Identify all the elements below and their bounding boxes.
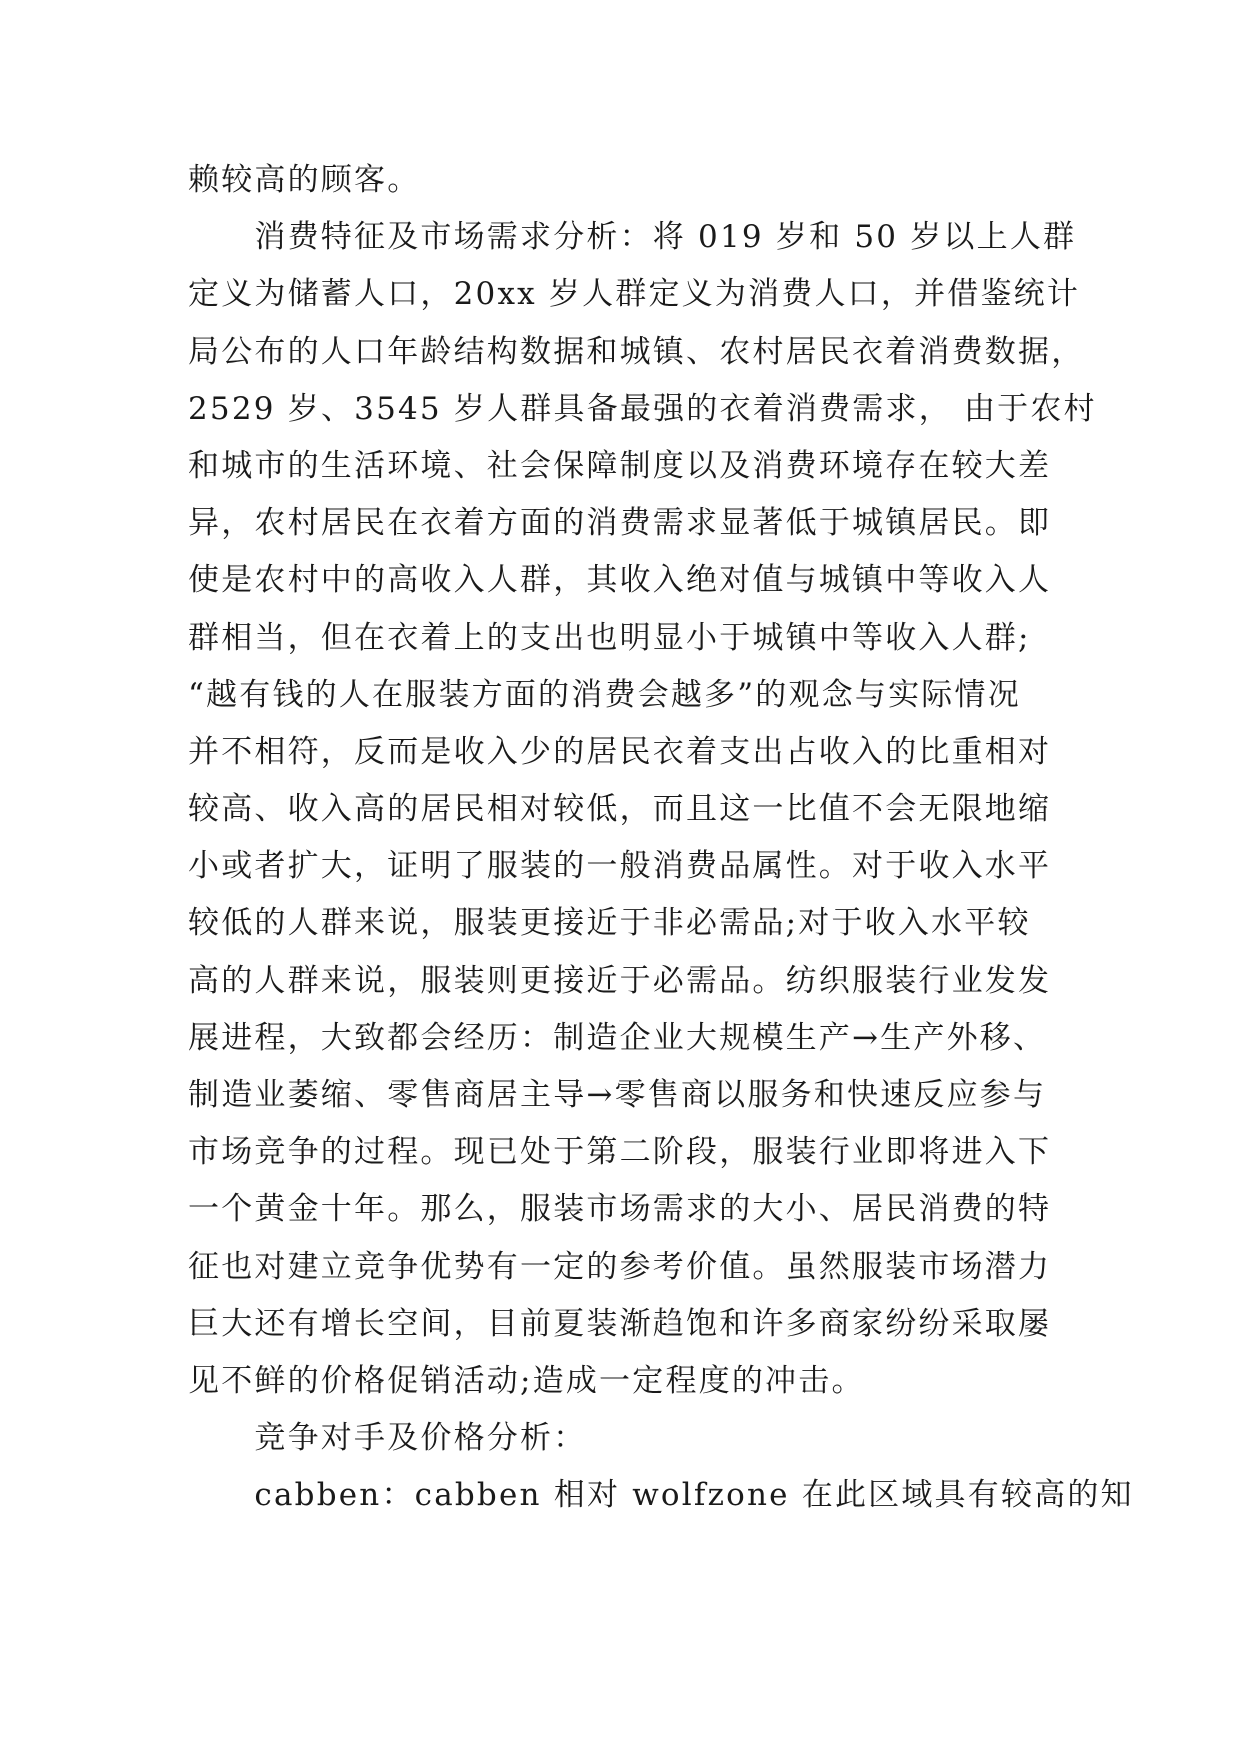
text-line: 征也对建立竞争优势有一定的参考价值。虽然服装市场潜力 xyxy=(188,1248,1052,1285)
text-line: 展进程，大致都会经历：制造企业大规模生产→生产外移、 xyxy=(188,1019,1047,1056)
text-line: 较高、收入高的居民相对较低，而且这一比值不会无限地缩 xyxy=(188,791,1052,828)
text-line: 一个黄金十年。那么，服装市场需求的大小、居民消费的特 xyxy=(188,1191,1052,1228)
text-line: 群相当，但在衣着上的支出也明显小于城镇中等收入人群; xyxy=(188,619,1031,656)
text-line: 赖较高的顾客。 xyxy=(188,162,421,198)
text-line: 较低的人群来说，服装更接近于非必需品;对于收入水平较 xyxy=(188,905,1031,942)
text-line: 见不鲜的价格促销活动;造成一定程度的冲击。 xyxy=(188,1362,865,1399)
text-line: cabben：cabben 相对 wolfzone 在此区域具有较高的知 xyxy=(188,1477,1134,1514)
text-line: 和城市的生活环境、社会保障制度以及消费环境存在较大差 xyxy=(188,447,1052,484)
text-line: 局公布的人口年龄结构数据和城镇、农村居民衣着消费数据， xyxy=(188,333,1085,370)
text-line: 巨大还有增长空间，目前夏装渐趋饱和许多商家纷纷采取屡 xyxy=(188,1305,1052,1342)
text-line: 使是农村中的高收入人群，其收入绝对值与城镇中等收入人 xyxy=(188,562,1052,599)
text-line: 并不相符，反而是收入少的居民衣着支出占收入的比重相对 xyxy=(188,733,1052,770)
text-line: 竞争对手及价格分析： xyxy=(188,1420,587,1457)
body-text xyxy=(188,152,1134,1525)
text-line: 市场竞争的过程。现已处于第二阶段，服装行业即将进入下 xyxy=(188,1134,1052,1171)
text-line: 高的人群来说，服装则更接近于必需品。纺织服装行业发发 xyxy=(188,962,1052,999)
text-line: 异，农村居民在衣着方面的消费需求显著低于城镇居民。即 xyxy=(188,505,1052,542)
text-line: 消费特征及市场需求分析：将 019 岁和 50 岁以上人群 xyxy=(188,219,1077,256)
text-line: “越有钱的人在服装方面的消费会越多”的观念与实际情况 xyxy=(188,676,1021,713)
text-line: 定义为储蓄人口，20xx 岁人群定义为消费人口，并借鉴统计 xyxy=(188,276,1081,313)
text-line: 小或者扩大，证明了服装的一般消费品属性。对于收入水平 xyxy=(188,848,1052,885)
text-line: 制造业萎缩、零售商居主导→零售商以服务和快速反应参与 xyxy=(188,1077,1047,1113)
text-line: 2529 岁、3545 岁人群具备最强的衣着消费需求， 由于农村 xyxy=(188,390,1097,427)
